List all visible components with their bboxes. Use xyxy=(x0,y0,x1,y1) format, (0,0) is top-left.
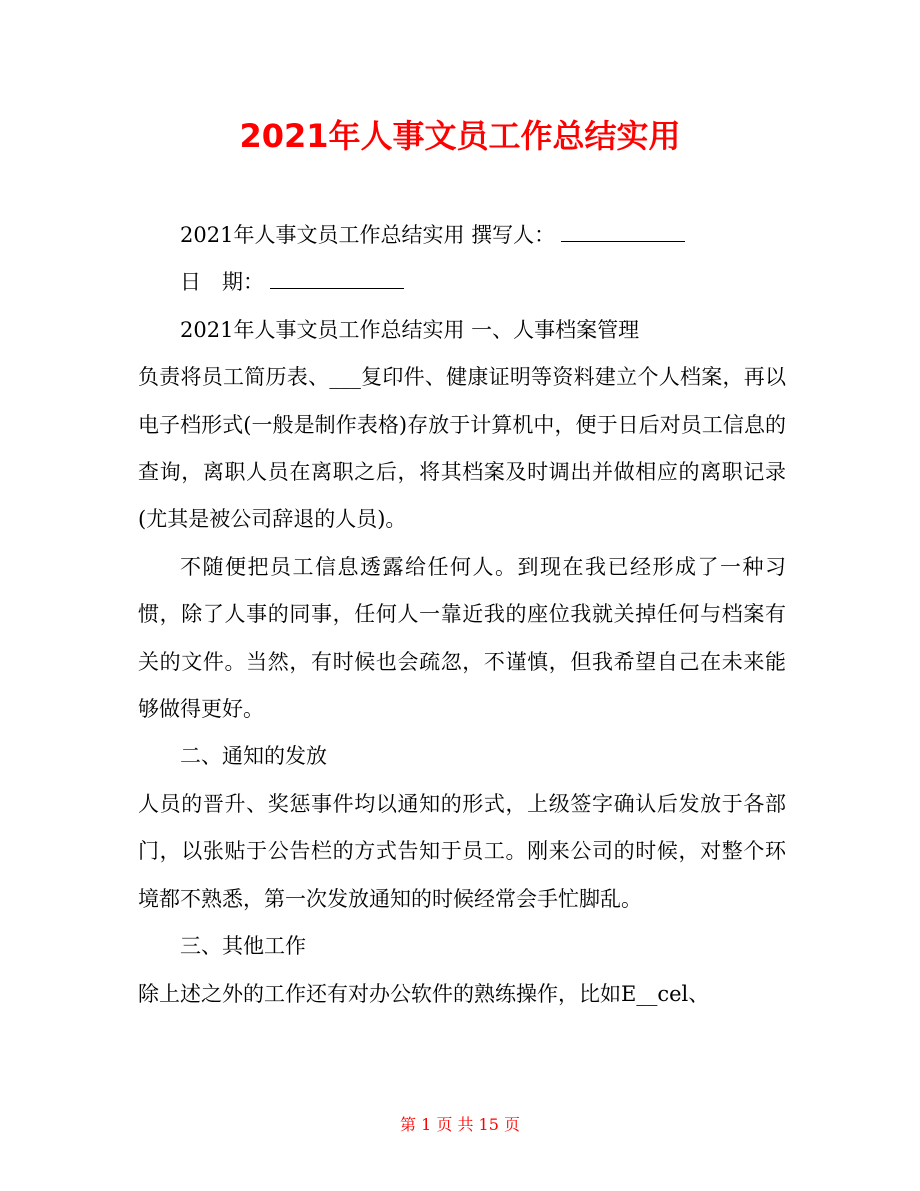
paragraph-other-work: 除上述之外的工作还有对办公软件的熟练操作，比如E__cel、 xyxy=(138,981,710,1006)
document-title: 2021年人事文员工作总结实用 xyxy=(239,117,681,155)
date-blank xyxy=(270,270,404,289)
date-label: 日 期： xyxy=(180,270,264,295)
section-heading-2: 二、通知的发放 xyxy=(180,744,327,769)
author-line xyxy=(138,212,786,259)
page-footer: 第 1 页 共 15 页 xyxy=(400,1115,520,1134)
paragraph-notices: 人员的晋升、奖惩事件均以通知的形式，上级签字确认后发放于各部门，以张贴于公告栏的方式告知于员工。刚来公司的时候，对整个环境都不熟悉，第一次发放通知的时候经常会手忙脚乱。 xyxy=(138,791,786,911)
document-body xyxy=(138,212,786,1018)
author-blank xyxy=(561,223,685,242)
date-line xyxy=(138,259,786,306)
author-label: 2021年人事文员工作总结实用 撰写人： xyxy=(180,223,556,247)
paragraph-privacy: 不随便把员工信息透露给任何人。到现在我已经形成了一种习惯，除了人事的同事，任何人一靠近我的座位我就关掉任何与档案有关的文件。当然，有时候也会疏忽，不谨慎，但我希望自己在未来能够做得更好。 xyxy=(138,554,786,722)
section-heading-3: 三、其他工作 xyxy=(180,934,306,959)
section-heading-1: 2021年人事文员工作总结实用 一、人事档案管理 xyxy=(180,317,640,342)
paragraph-archive: 负责将员工简历表、___复印件、健康证明等资料建立个人档案，再以电子档形式(一般是制作表格)存放于计算机中，便于日后对员工信息的查询，离职人员在离职之后，将其档案及时调出并做相应的离职记录(尤其是被公司辞退的人员)。 xyxy=(138,365,786,532)
